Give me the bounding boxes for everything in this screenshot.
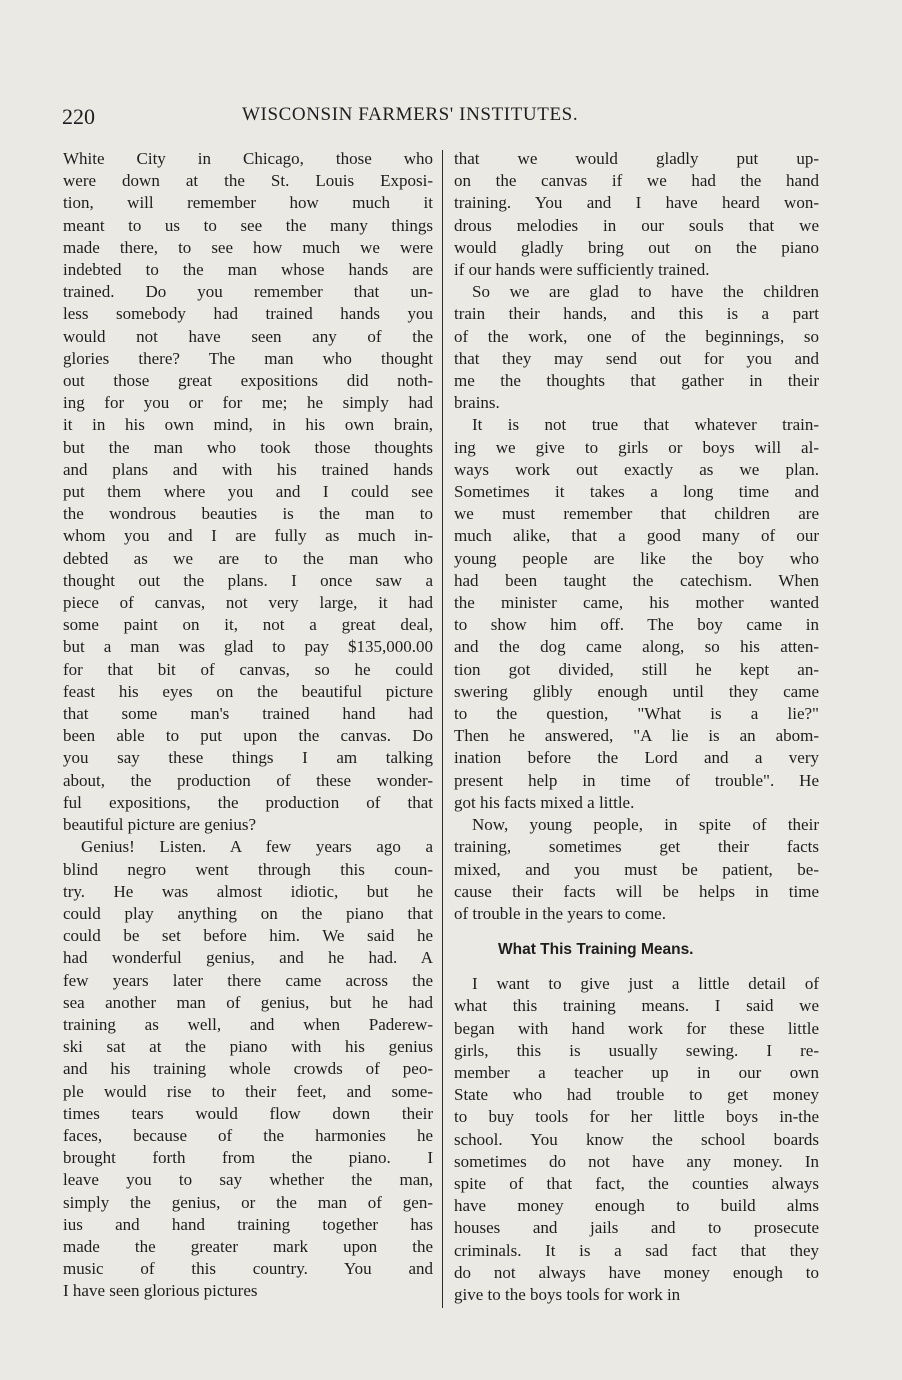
text-line: training as well, and when Paderew- (63, 1014, 433, 1034)
text-line: some paint on it, not a great deal, (63, 615, 433, 635)
text-line: to the question, "What is a lie?" (454, 704, 819, 724)
text-line: could play anything on the piano that (63, 903, 433, 923)
text-line: but a man was glad to pay $135,000.00 (63, 637, 433, 657)
text-line: much alike, that a good many of our (454, 526, 819, 546)
text-line: and the dog came along, so his atten- (454, 637, 819, 657)
text-line: brains. (454, 393, 500, 413)
text-line: to show him off. The boy came in (454, 615, 819, 635)
running-head: WISCONSIN FARMERS' INSTITUTES. (242, 104, 579, 125)
text-line: began with hand work for these little (454, 1018, 819, 1038)
text-line: State who had trouble to get money (454, 1085, 819, 1105)
text-line: member a teacher up in our own (454, 1062, 819, 1082)
text-line: the minister came, his mother wanted (454, 593, 819, 613)
text-line: whom you and I are fully as much in- (63, 526, 433, 546)
text-line: ing we give to girls or boys will al- (454, 437, 819, 457)
text-line: spite of that fact, the counties always (454, 1173, 819, 1193)
text-line: made there, to see how much we were (63, 237, 433, 257)
text-line: that we would gladly put up- (454, 149, 819, 168)
text-line: times tears would flow down their (63, 1103, 433, 1123)
text-line: on the canvas if we had the hand (454, 171, 819, 191)
text-line: Sometimes it takes a long time and (454, 482, 819, 502)
text-line: brought forth from the piano. I (63, 1148, 433, 1168)
text-line: feast his eyes on the beautiful picture (63, 681, 433, 701)
text-line: it in his own mind, in his own brain, (63, 415, 433, 435)
text-line: glories there? The man who thought (63, 348, 433, 368)
text-line: you say these things I am talking (63, 748, 433, 768)
left-column (63, 148, 433, 1303)
text-line: mixed, and you must be patient, be- (454, 859, 819, 879)
text-line: Genius! Listen. A few years ago a (81, 837, 433, 857)
text-line: do not always have money enough to (454, 1262, 819, 1282)
text-line: blind negro went through this coun- (63, 859, 433, 879)
text-line: sea another man of genius, but he had (63, 992, 433, 1012)
paragraph (63, 148, 433, 836)
text-line: criminals. It is a sad fact that they (454, 1240, 819, 1260)
page-number: 220 (62, 104, 95, 129)
text-line: I want to give just a little detail of (472, 974, 819, 994)
text-line: indebted to the man whose hands are (63, 260, 433, 280)
text-line: the wondrous beauties is the man to (63, 504, 433, 524)
text-line: would gladly bring out on the piano (454, 237, 819, 257)
text-line: young people are like the boy who (454, 548, 819, 568)
text-line: ination before the Lord and a very (454, 748, 819, 768)
text-line: would not have seen any of the (63, 326, 433, 346)
text-line: trained. Do you remember that un- (63, 282, 433, 302)
text-line: and his training whole crowds of peo- (63, 1059, 433, 1079)
paragraph (454, 973, 819, 1306)
paragraph (454, 148, 819, 281)
text-line: have money enough to build alms (454, 1196, 819, 1216)
text-line: give to the boys tools for work in (454, 1284, 681, 1304)
text-line: houses and jails and to prosecute (454, 1218, 819, 1238)
text-line: what this training means. I said we (454, 996, 819, 1016)
text-line: of the work, one of the beginnings, so (454, 326, 819, 346)
text-line: ing for you or for me; he simply had (63, 393, 433, 413)
right-column-bottom-text (454, 973, 819, 1306)
text-line: beautiful picture are genius? (63, 815, 257, 835)
text-line: leave you to say whether the man, (63, 1170, 433, 1190)
text-line: of trouble in the years to come. (454, 903, 666, 923)
paragraph (454, 814, 819, 925)
text-line: but the man who took those thoughts (63, 437, 433, 457)
text-line: swering glibly enough until they came (454, 681, 819, 701)
text-line: put them where you and I could see (63, 482, 433, 502)
text-line: debted as we are to the man who (63, 548, 433, 568)
text-line: could be set before him. We said he (63, 926, 433, 946)
text-line: that they may send out for you and (454, 348, 819, 368)
text-line: had wonderful genius, and he had. A (63, 948, 433, 968)
text-line: present help in time of trouble". He (454, 770, 819, 790)
text-line: train their hands, and this is a part (454, 304, 819, 324)
text-line: ski sat at the piano with his genius (63, 1037, 433, 1057)
text-line: girls, this is usually sewing. I re- (454, 1040, 819, 1060)
text-line: about, the production of these wonder- (63, 770, 433, 790)
text-line: I have seen glorious pictures (63, 1281, 258, 1301)
right-column (454, 148, 819, 1306)
text-line: had been taught the catechism. When (454, 570, 819, 590)
text-line: got his facts mixed a little. (454, 792, 635, 812)
text-line: meant to us to see the many things (63, 215, 433, 235)
text-line: ways work out exactly as we plan. (454, 459, 819, 479)
text-line: out those great expositions did noth- (63, 371, 433, 391)
text-line: less somebody had trained hands you (63, 304, 433, 324)
text-line: So we are glad to have the children (472, 282, 819, 302)
text-line: ius and hand training together has (63, 1214, 433, 1234)
text-line: tion, will remember how much it (63, 193, 433, 213)
text-line: ple would rise to their feet, and some- (63, 1081, 433, 1101)
text-line: if our hands were sufficiently trained. (454, 260, 710, 280)
text-line: training. You and I have heard won- (454, 193, 819, 213)
text-line: me the thoughts that gather in their (454, 371, 819, 391)
text-line: made the greater mark upon the (63, 1236, 433, 1256)
text-line: try. He was almost idiotic, but he (63, 881, 433, 901)
text-line: were down at the St. Louis Exposi- (63, 171, 433, 191)
text-line: and plans and with his trained hands (63, 459, 433, 479)
text-line: It is not true that whatever train- (472, 415, 819, 435)
column-divider (442, 150, 443, 1308)
text-line: sometimes do not have any money. In (454, 1151, 819, 1171)
paragraph (63, 836, 433, 1302)
text-line: simply the genius, or the man of gen- (63, 1192, 433, 1212)
text-line: to buy tools for her little boys in-the (454, 1107, 819, 1127)
text-line: we must remember that children are (454, 504, 819, 524)
text-line: thought out the plans. I once saw a (63, 570, 433, 590)
text-line: drous melodies in our souls that we (454, 215, 819, 235)
right-column-top-text (454, 148, 819, 925)
text-line: for that bit of canvas, so he could (63, 659, 433, 679)
paragraph (454, 281, 819, 414)
text-line: Then he answered, "A lie is an abom- (454, 726, 819, 746)
section-heading: What This Training Means. (498, 941, 694, 959)
text-line: few years later there came across the (63, 970, 433, 990)
text-line: faces, because of the harmonies he (63, 1125, 433, 1145)
text-line: piece of canvas, not very large, it had (63, 593, 433, 613)
paragraph (454, 414, 819, 814)
text-line: training, sometimes get their facts (454, 837, 819, 857)
text-line: ful expositions, the production of that (63, 792, 433, 812)
text-line: cause their facts will be helps in time (454, 881, 819, 901)
text-line: been able to put upon the canvas. Do (63, 726, 433, 746)
text-line: Now, young people, in spite of their (472, 815, 819, 835)
text-line: tion got divided, still he kept an- (454, 659, 819, 679)
text-line: music of this country. You and (63, 1259, 433, 1279)
text-line: school. You know the school boards (454, 1129, 819, 1149)
text-line: White City in Chicago, those who (63, 149, 433, 168)
text-line: that some man's trained hand had (63, 704, 433, 724)
